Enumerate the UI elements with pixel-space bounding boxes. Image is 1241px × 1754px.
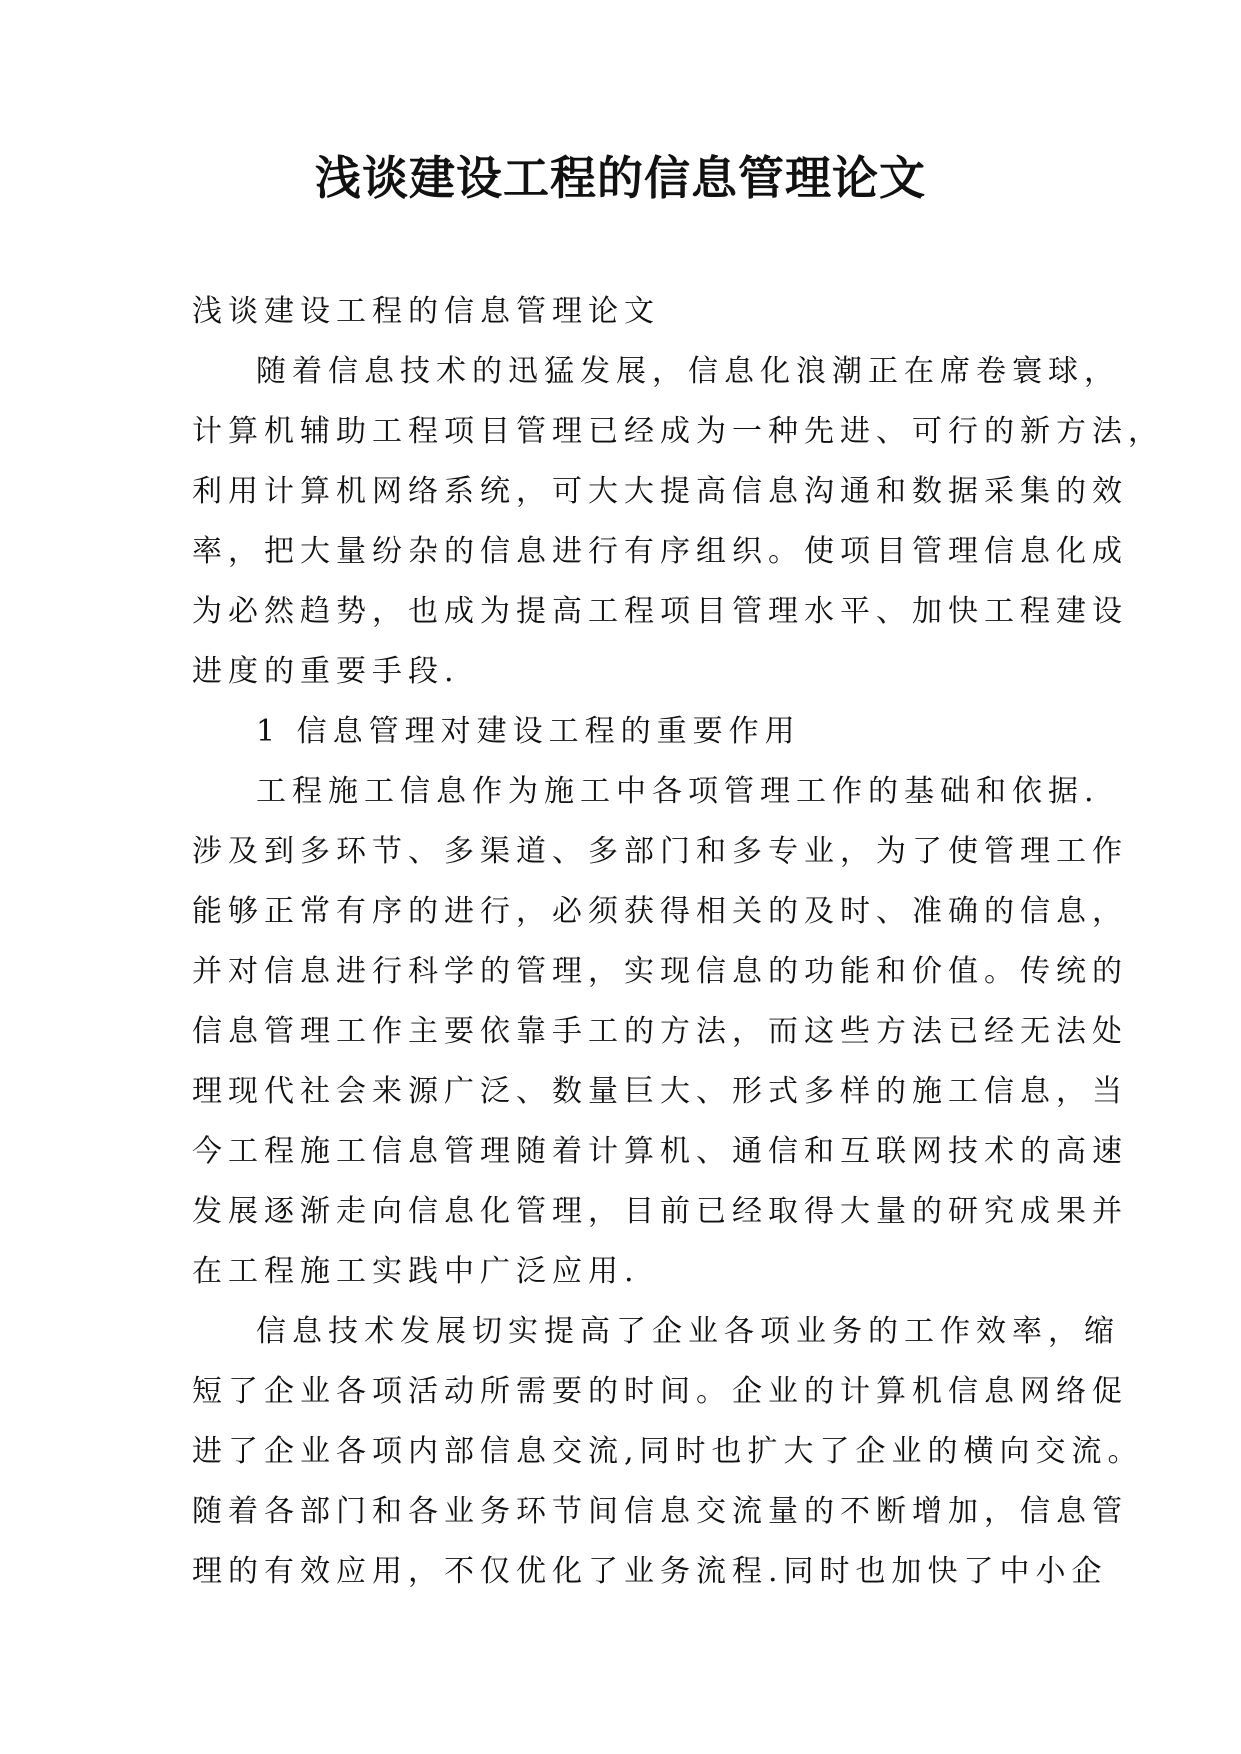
text-line: 并对信息进行科学的管理，实现信息的功能和价值。传统的	[192, 954, 1128, 989]
text-line: 进了企业各项内部信息交流,同时也扩大了企业的横向交流。	[192, 1434, 1144, 1469]
text-line: 随着信息技术的迅猛发展，信息化浪潮正在席卷寰球，	[256, 354, 1120, 389]
text-line: 今工程施工信息管理随着计算机、通信和互联网技术的高速	[192, 1134, 1128, 1169]
document-body	[192, 282, 1164, 1602]
text-line: 利用计算机网络系统，可大大提高信息沟通和数据采集的效	[192, 474, 1128, 509]
section-heading: 1 信息管理对建设工程的重要作用	[256, 714, 801, 749]
document-title: 浅谈建设工程的信息管理论文	[315, 151, 926, 205]
text-line: 短了企业各项活动所需要的时间。企业的计算机信息网络促	[192, 1374, 1128, 1409]
text-line: 计算机辅助工程项目管理已经成为一种先进、可行的新方法，	[192, 414, 1164, 449]
text-line: 在工程施工实践中广泛应用.	[192, 1254, 640, 1289]
text-line: 工程施工信息作为施工中各项管理工作的基础和依据.	[256, 774, 1100, 809]
text-line: 理现代社会来源广泛、数量巨大、形式多样的施工信息，当	[192, 1074, 1128, 1109]
text-line: 涉及到多环节、多渠道、多部门和多专业，为了使管理工作	[192, 834, 1128, 869]
text-line: 理的有效应用，不仅优化了业务流程.同时也加快了中小企	[192, 1554, 1108, 1589]
text-line: 为必然趋势，也成为提高工程项目管理水平、加快工程建设	[192, 594, 1128, 629]
text-line: 随着各部门和各业务环节间信息交流量的不断增加，信息管	[192, 1494, 1128, 1529]
text-line: 信息管理工作主要依靠手工的方法，而这些方法已经无法处	[192, 1014, 1128, 1049]
text-line: 信息技术发展切实提高了企业各项业务的工作效率，缩	[256, 1314, 1120, 1349]
text-line: 率，把大量纷杂的信息进行有序组织。使项目管理信息化成	[192, 534, 1128, 569]
text-line: 浅谈建设工程的信息管理论文	[192, 294, 660, 329]
text-line: 发展逐渐走向信息化管理，目前已经取得大量的研究成果并	[192, 1194, 1128, 1229]
text-line: 进度的重要手段.	[192, 654, 460, 689]
text-line: 能够正常有序的进行，必须获得相关的及时、准确的信息，	[192, 894, 1128, 929]
